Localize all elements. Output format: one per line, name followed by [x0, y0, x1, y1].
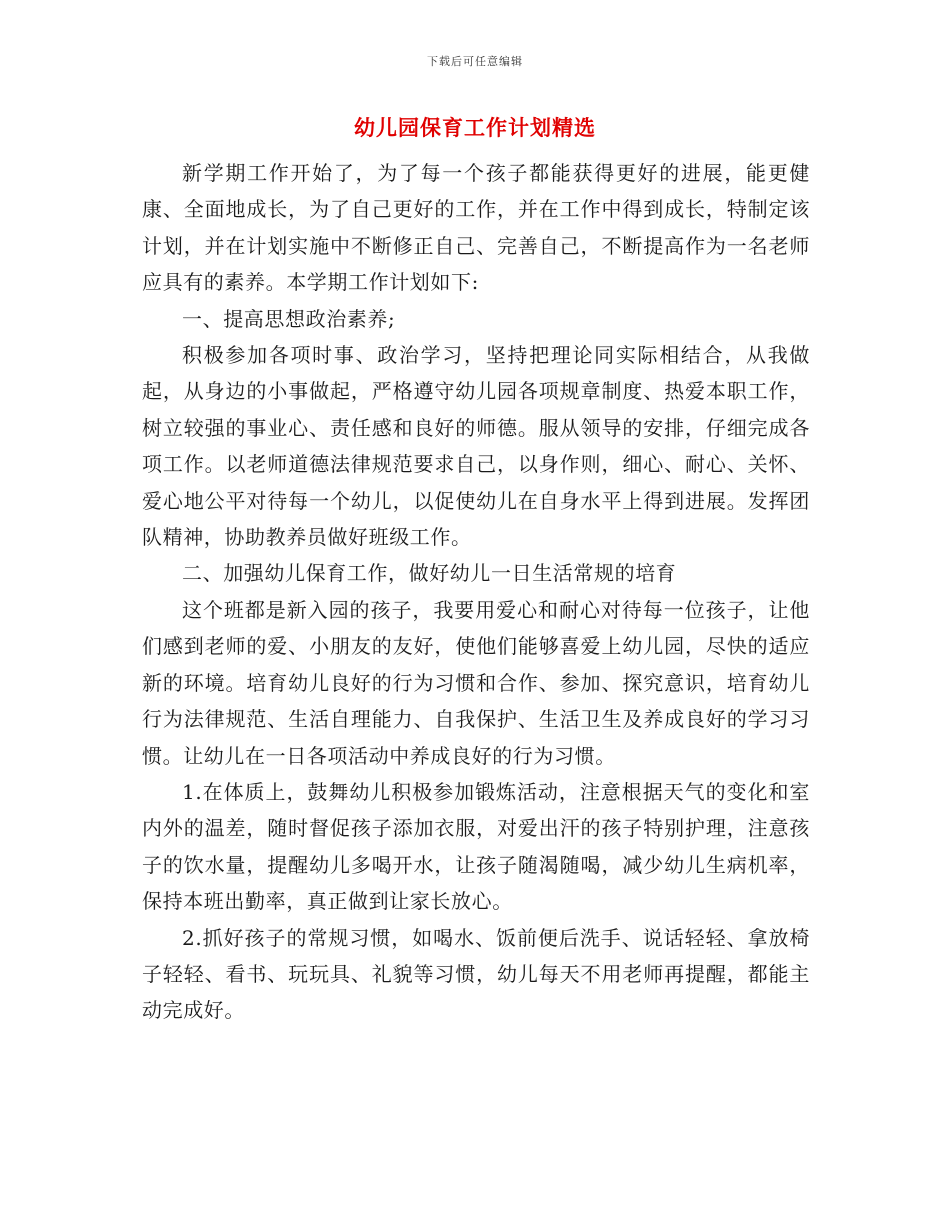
section-heading-2: 二、加强幼儿保育工作，做好幼儿一日生活常规的培育 [182, 561, 677, 586]
paragraph-item-2: 2.抓好孩子的常规习惯，如喝水、饭前便后洗手、说话轻轻、拿放椅子轻轻、看书、玩玩具、礼貌等习惯，幼儿每天不用老师再提醒，都能主动完成好。 [142, 925, 810, 1023]
paragraph-section-2: 这个班都是新入园的孩子，我要用爱心和耐心对待每一位孩子，让他们感到老师的爱、小朋友的友好，使他们能够喜爱上幼儿园，尽快的适应新的环境。培育幼儿良好的行为习惯和合作、参加、探究意识，培育幼儿行为法律规范、生活自理能力、自我保护、生活卫生及养成良好的学习习惯。让幼儿在一日各项活动中养成良好的行为习惯。 [142, 597, 810, 768]
document-title: 幼儿园保育工作计划精选 [354, 115, 596, 140]
section-heading-1: 一、提高思想政治素养; [182, 306, 396, 331]
paragraph-section-1: 积极参加各项时事、政治学习，坚持把理论同实际相结合，从我做起，从身边的小事做起，严格遵守幼儿园各项规章制度、热爱本职工作，树立较强的事业心、责任感和良好的师德。服从领导的安排，仔细完成各项工作。以老师道德法律规范要求自己，以身作则，细心、耐心、关怀、爱心地公平对待每一个幼儿，以促使幼儿在自身水平上得到进展。发挥团队精神，协助教养员做好班级工作。 [142, 343, 810, 550]
document-body [142, 155, 810, 1029]
paragraph-item-1: 1.在体质上，鼓舞幼儿积极参加锻炼活动，注意根据天气的变化和室内外的温差，随时督促孩子添加衣服，对爱出汗的孩子特别护理，注意孩子的饮水量，提醒幼儿多喝开水，让孩子随渴随喝，减少幼儿生病机率，保持本班出勤率，真正做到让家长放心。 [142, 779, 810, 914]
paragraph-intro: 新学期工作开始了，为了每一个孩子都能获得更好的进展，能更健康、全面地成长，为了自己更好的工作，并在工作中得到成长，特制定该计划，并在计划实施中不断修正自己、完善自己，不断提高作为一名老师应具有的素养。本学期工作计划如下: [142, 161, 810, 295]
header-note: 下载后可任意编辑 [427, 55, 523, 68]
